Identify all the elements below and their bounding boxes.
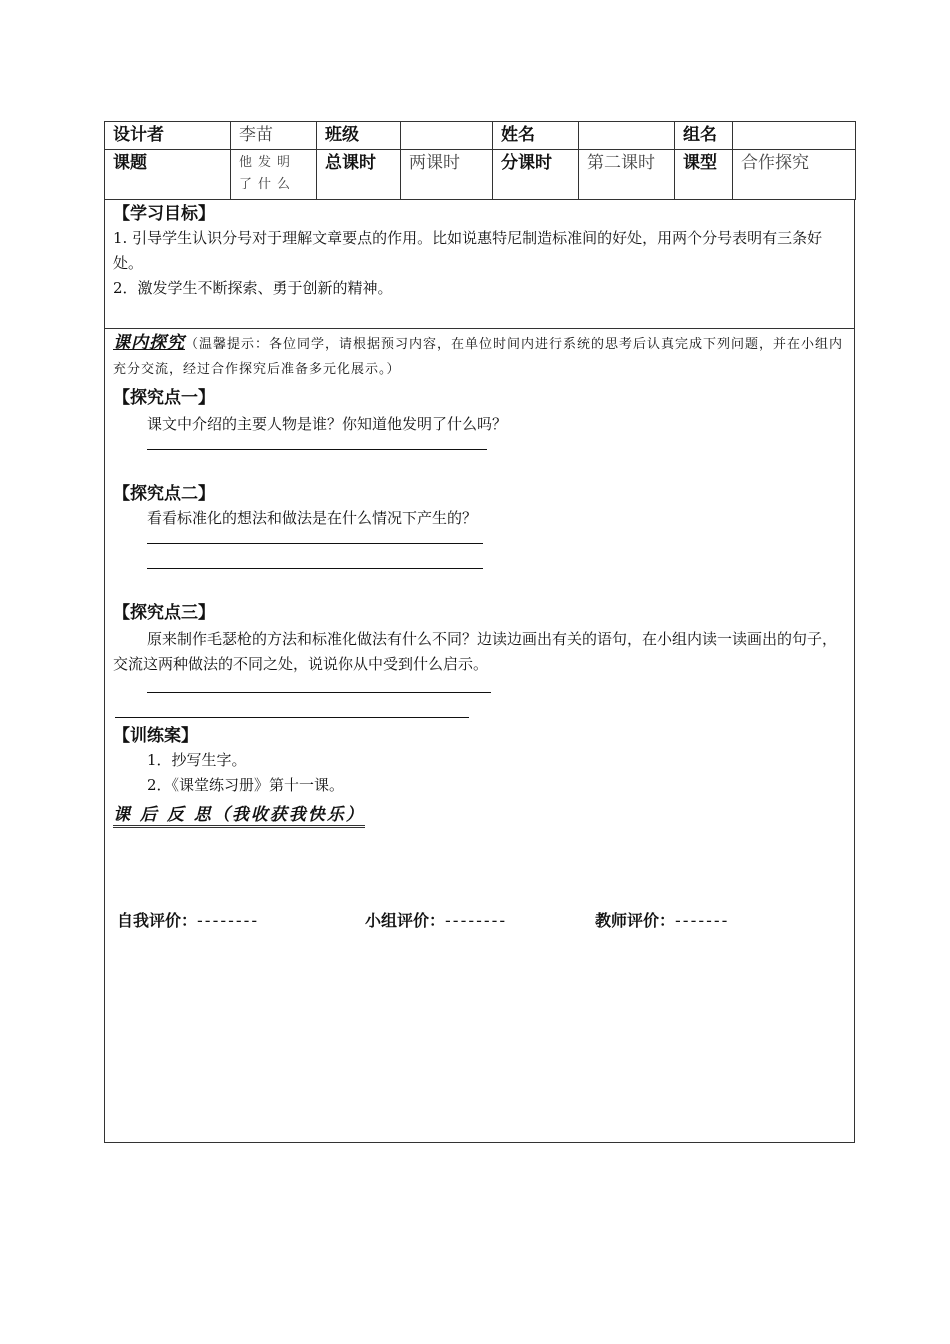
lesson-type-value: 合作探究 [733,150,856,200]
group-eval-blank[interactable]: -------- [445,911,508,930]
group-label: 组名 [675,122,733,150]
group-evaluation [365,908,595,931]
reflection-title: 课 后 反 思（我收获我快乐） [113,800,365,828]
total-hours-label: 总课时 [317,150,401,200]
group-eval-label: 小组评价： [365,911,446,930]
class-value[interactable] [401,122,493,150]
designer-label: 设计者 [105,122,231,150]
goal-item-1: 1. 引导学生认识分号对于理解文章要点的作用。比如说惠特尼制造标准间的好处，用两个分号表明有三条好处。 [113,229,823,272]
answer-line[interactable] [147,692,491,693]
training-item-1: 1．抄写生字。 [147,751,247,769]
teacher-eval-blank[interactable]: ------- [675,911,730,930]
explore-section [104,329,855,1143]
point1-question: 课文中介绍的主要人物是谁？你知道他发明了什么吗？ [147,415,508,433]
answer-line[interactable] [147,568,483,569]
lesson-part-value: 第二课时 [579,150,675,200]
point2-title: 【探究点二】 [113,484,215,504]
teacher-evaluation [595,908,729,931]
self-eval-label: 自我评价： [117,911,198,930]
self-eval-blank[interactable]: -------- [197,911,260,930]
worksheet [104,121,855,1143]
topic-value: 他发明了什么 [231,150,317,200]
answer-line[interactable] [147,449,487,450]
name-value[interactable] [579,122,675,150]
class-label: 班级 [317,122,401,150]
point2-question: 看看标准化的想法和做法是在什么情况下产生的？ [147,509,478,527]
goals-title: 【学习目标】 [113,204,215,224]
self-evaluation [117,908,365,931]
total-hours-value: 两课时 [401,150,493,200]
answer-line[interactable] [115,717,469,718]
topic-label: 课题 [105,150,231,200]
point3-title: 【探究点三】 [113,603,215,623]
explore-intro [113,331,846,382]
point1-title: 【探究点一】 [113,388,215,408]
group-value[interactable] [733,122,856,150]
name-label: 姓名 [493,122,579,150]
explore-title: 课内探究 [113,333,185,353]
lesson-type-label: 课型 [675,150,733,200]
lesson-part-label: 分课时 [493,150,579,200]
point3-question: 原来制作毛瑟枪的方法和标准化做法有什么不同？边读边画出有关的语句，在小组内读一读画出的句子，交流这两种做法的不同之处，说说你从中受到什么启示。 [113,630,838,673]
learning-goals-section [104,200,855,329]
explore-hint: （温馨提示：各位同学，请根据预习内容，在单位时间内进行系统的思考后认真完成下列问题，并在小组内充分交流，经过合作探究后准备多元化展示。） [113,337,844,377]
designer-value: 李苗 [231,122,317,150]
training-title: 【训练案】 [113,726,198,746]
header-table [104,121,856,200]
answer-line[interactable] [147,543,483,544]
evaluation-row [113,908,846,931]
training-item-2: 2．《课堂练习册》第十一课。 [147,776,345,794]
teacher-eval-label: 教师评价： [595,911,676,930]
goal-item-2: 2．激发学生不断探索、勇于创新的精神。 [113,279,393,297]
